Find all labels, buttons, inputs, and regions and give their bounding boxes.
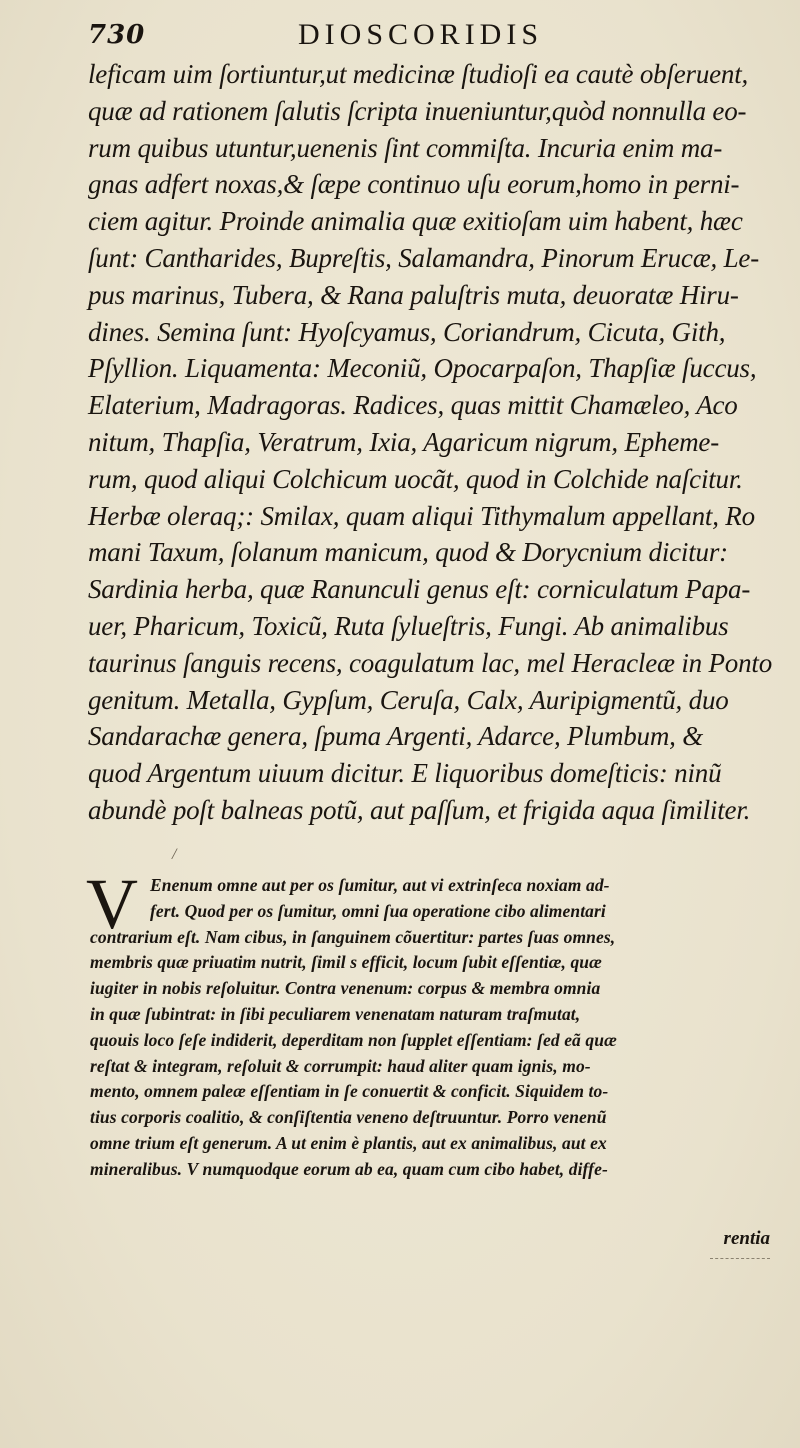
page-header [88, 14, 688, 54]
text-line: reſtat & integram, reſoluit & corrumpit: haud aliter quam ignis, mo- [90, 1055, 591, 1076]
drop-initial: V [86, 864, 138, 944]
text-line: fert. Quod per os ſumitur, omni ſua operatione cibo alimentari [150, 900, 606, 921]
text-line: quæ ad rationem ſalutis ſcripta inueniuntur,quòd nonnulla eo- [88, 95, 747, 126]
text-line: mani Taxum, ſolanum manicum, quod & Dorycnium dicitur: [88, 537, 728, 568]
catchword: rentia [723, 1228, 770, 1249]
text-line: gnas adfert noxas,& ſæpe continuo uſu eorum,homo in perni- [88, 169, 740, 200]
text-line: membris quæ priuatim nutrit, ſimil s efficit, locum ſubit eſſentiæ, quæ [90, 952, 602, 973]
text-line: ſunt: Cantharides, Bupreſtis, Salamandra, Pinorum Erucæ, Le- [88, 242, 759, 273]
text-line: Herbæ oleraq;: Smilax, quam aliqui Tithymalum appellant, Ro [88, 500, 755, 531]
text-line: genitum. Metalla, Gypſum, Ceruſa, Calx, Auripigmentũ, duo [88, 684, 729, 715]
text-line: nitum, Thapſia, Veratrum, Ixia, Agaricum nigrum, Epheme- [88, 426, 719, 457]
text-line: rum, quod aliqui Colchicum uocãt, quod in Colchide naſcitur. [88, 463, 743, 494]
text-line: iugiter in nobis reſoluitur. Contra venenum: corpus & membra omnia [90, 978, 601, 999]
text-line: ciem agitur. Proinde animalia quæ exitioſam uim habent, hæc [88, 206, 743, 237]
text-line: Elaterium, Madragoras. Radices, quas mittit Chamæleo, Aco [88, 390, 738, 421]
text-line: taurinus ſanguis recens, coagulatum lac, mel Heracleæ in Ponto [88, 647, 773, 678]
running-head: DIOSCORIDIS [298, 18, 544, 51]
text-line: Sandarachæ genera, ſpuma Argenti, Adarce, Plumbum, & [88, 721, 704, 752]
commentary-text-block [90, 873, 788, 1183]
text-line: omne trium eſt generum. A ut enim è plantis, aut ex animalibus, aut ex [90, 1132, 607, 1153]
text-line: Pſyllion. Liquamenta: Meconiũ, Opocarpaſon, Thapſiæ ſuccus, [88, 353, 757, 384]
text-line: leficam uim ſortiuntur,ut medicinæ ſtudioſi ea cautè obſeruent, [88, 59, 749, 89]
text-line: rum quibus utuntur,uenenis ſint commiſta. Incuria enim ma- [88, 132, 723, 163]
stray-ink-mark: / [172, 846, 177, 863]
text-line: abundè poſt balneas potũ, aut paſſum, et frigida aqua ſimiliter. [88, 794, 751, 825]
text-line: in quæ ſubintrat: in ſibi peculiarem venenatam naturam traſmutat, [90, 1003, 581, 1024]
text-line: Enenum omne aut per os ſumitur, aut vi extrinſeca noxiam ad- [150, 875, 610, 895]
text-line: contrarium eſt. Nam cibus, in ſanguinem cõuertitur: partes ſuas omnes, [90, 926, 616, 947]
text-line: quod Argentum uiuum dicitur. E liquoribus domeſticis: ninũ [88, 758, 722, 789]
text-line: dines. Semina ſunt: Hyoſcyamus, Coriandrum, Cicuta, Gith, [88, 316, 726, 347]
text-line: tius corporis coalitio, & conſiſtentia veneno deſtruuntur. Porro venenũ [90, 1107, 607, 1128]
text-line: quouis loco ſeſe indiderit, deperditam non ſupplet eſſentiam: ſed eã quæ [90, 1029, 617, 1050]
text-line: pus marinus, Tubera, & Rana paluſtris muta, deuoratæ Hiru- [88, 279, 739, 310]
page-number: 730 [88, 20, 146, 50]
text-line: Sardinia herba, quæ Ranunculi genus eſt: corniculatum Papa- [88, 574, 751, 605]
text-line: mento, omnem paleæ eſſentiam in ſe conuertit & conficit. Siquidem to- [90, 1081, 609, 1102]
main-text-block [88, 56, 796, 829]
ink-smudge [710, 1258, 770, 1261]
text-line: uer, Pharicum, Toxicũ, Ruta ſylueſtris, Fungi. Ab animalibus [88, 610, 729, 641]
text-line: mineralibus. V numquodque eorum ab ea, quam cum cibo habet, diffe- [90, 1158, 608, 1179]
